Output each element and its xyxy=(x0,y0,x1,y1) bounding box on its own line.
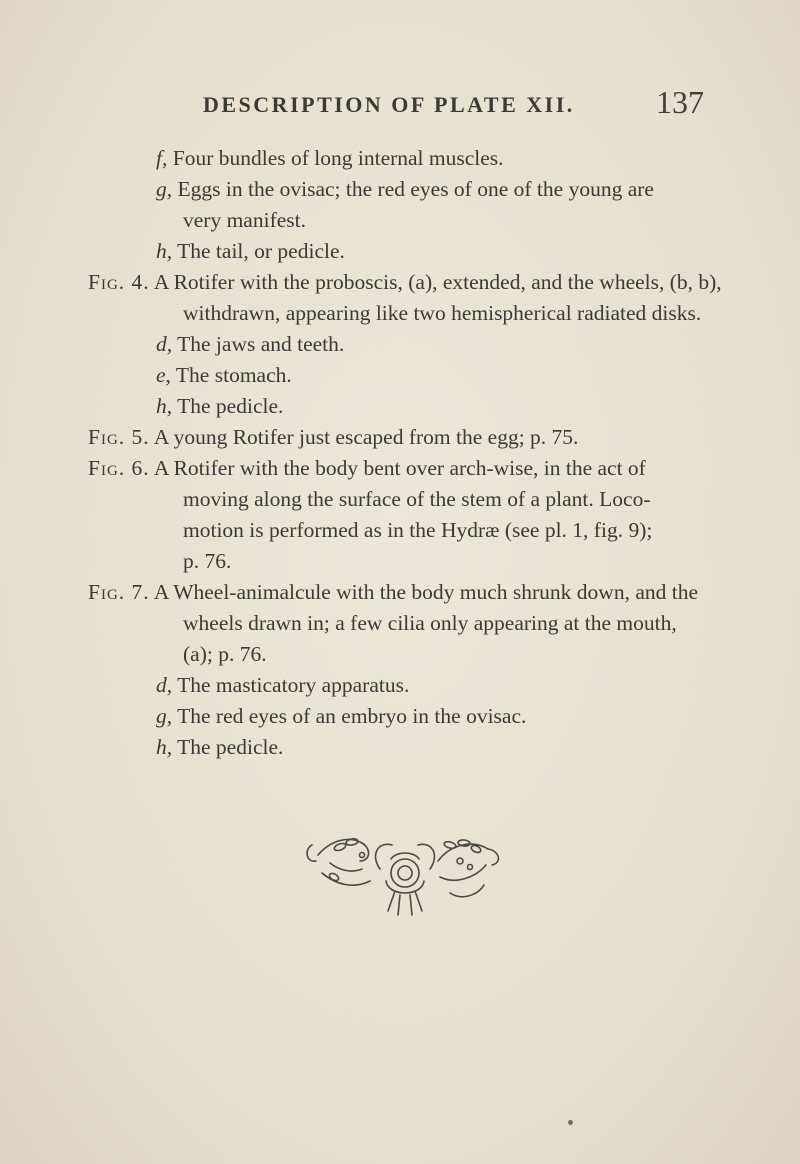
item-continuation: motion is performed as in the Hydræ (see pl. 1, fig. 9); xyxy=(183,518,653,542)
item-text: Four bundles of long internal muscles. xyxy=(172,146,504,170)
list-item xyxy=(156,360,292,391)
figure-caption: A Wheel-animalcule with the body much shrunk down, and the xyxy=(153,580,699,604)
item-label: h, xyxy=(156,735,173,759)
list-item xyxy=(156,391,283,422)
figure-number: Fig. 7. xyxy=(88,580,150,604)
item-label: e, xyxy=(156,363,171,387)
floral-tailpiece-icon xyxy=(300,815,510,925)
list-item xyxy=(156,732,283,763)
item-label: d, xyxy=(156,332,173,356)
item-continuation: wheels drawn in; a few cilia only appearing at the mouth, xyxy=(183,611,677,635)
item-text: The pedicle. xyxy=(177,735,284,759)
figure-caption: A Rotifer with the body bent over arch-wise, in the act of xyxy=(153,456,646,480)
paper-speck xyxy=(568,1120,573,1125)
item-label: g, xyxy=(156,177,173,201)
list-item xyxy=(156,174,654,205)
page-title: DESCRIPTION OF PLATE XII. xyxy=(203,92,575,117)
item-continuation: (a); p. 76. xyxy=(183,642,267,666)
running-header xyxy=(0,84,800,124)
item-continuation: withdrawn, appearing like two hemispherical radiated disks. xyxy=(183,301,702,325)
item-label: h, xyxy=(156,394,173,418)
list-item xyxy=(156,701,526,732)
item-text: The jaws and teeth. xyxy=(177,332,345,356)
page-number: 137 xyxy=(656,84,704,120)
figure-caption: A young Rotifer just escaped from the egg; p. 75. xyxy=(153,425,579,449)
figure-number: Fig. 4. xyxy=(88,270,150,294)
item-label: d, xyxy=(156,673,173,697)
item-text: The pedicle. xyxy=(177,394,284,418)
figure-number: Fig. 6. xyxy=(88,456,150,480)
item-continuation: p. 76. xyxy=(183,549,232,573)
item-text: The tail, or pedicle. xyxy=(177,239,345,263)
figure-number: Fig. 5. xyxy=(88,425,150,449)
item-label: g, xyxy=(156,704,173,728)
figure-caption: A Rotifer with the proboscis, (a), extended, and the wheels, (b, b), xyxy=(153,270,722,294)
list-item xyxy=(156,329,344,360)
list-item xyxy=(156,236,345,267)
item-label: h, xyxy=(156,239,173,263)
figure-entry xyxy=(88,267,722,298)
item-text: The stomach. xyxy=(175,363,292,387)
item-text: The red eyes of an embryo in the ovisac. xyxy=(177,704,527,728)
figure-entry xyxy=(88,422,578,453)
item-text: The masticatory apparatus. xyxy=(177,673,410,697)
figure-entry xyxy=(88,577,698,608)
list-item xyxy=(156,670,409,701)
item-continuation: moving along the surface of the stem of a plant. Loco- xyxy=(183,487,651,511)
item-continuation: very manifest. xyxy=(183,208,306,232)
item-text: Eggs in the ovisac; the red eyes of one of the young are xyxy=(177,177,654,201)
item-label: f, xyxy=(156,146,168,170)
list-item xyxy=(156,143,504,174)
figure-entry xyxy=(88,453,646,484)
